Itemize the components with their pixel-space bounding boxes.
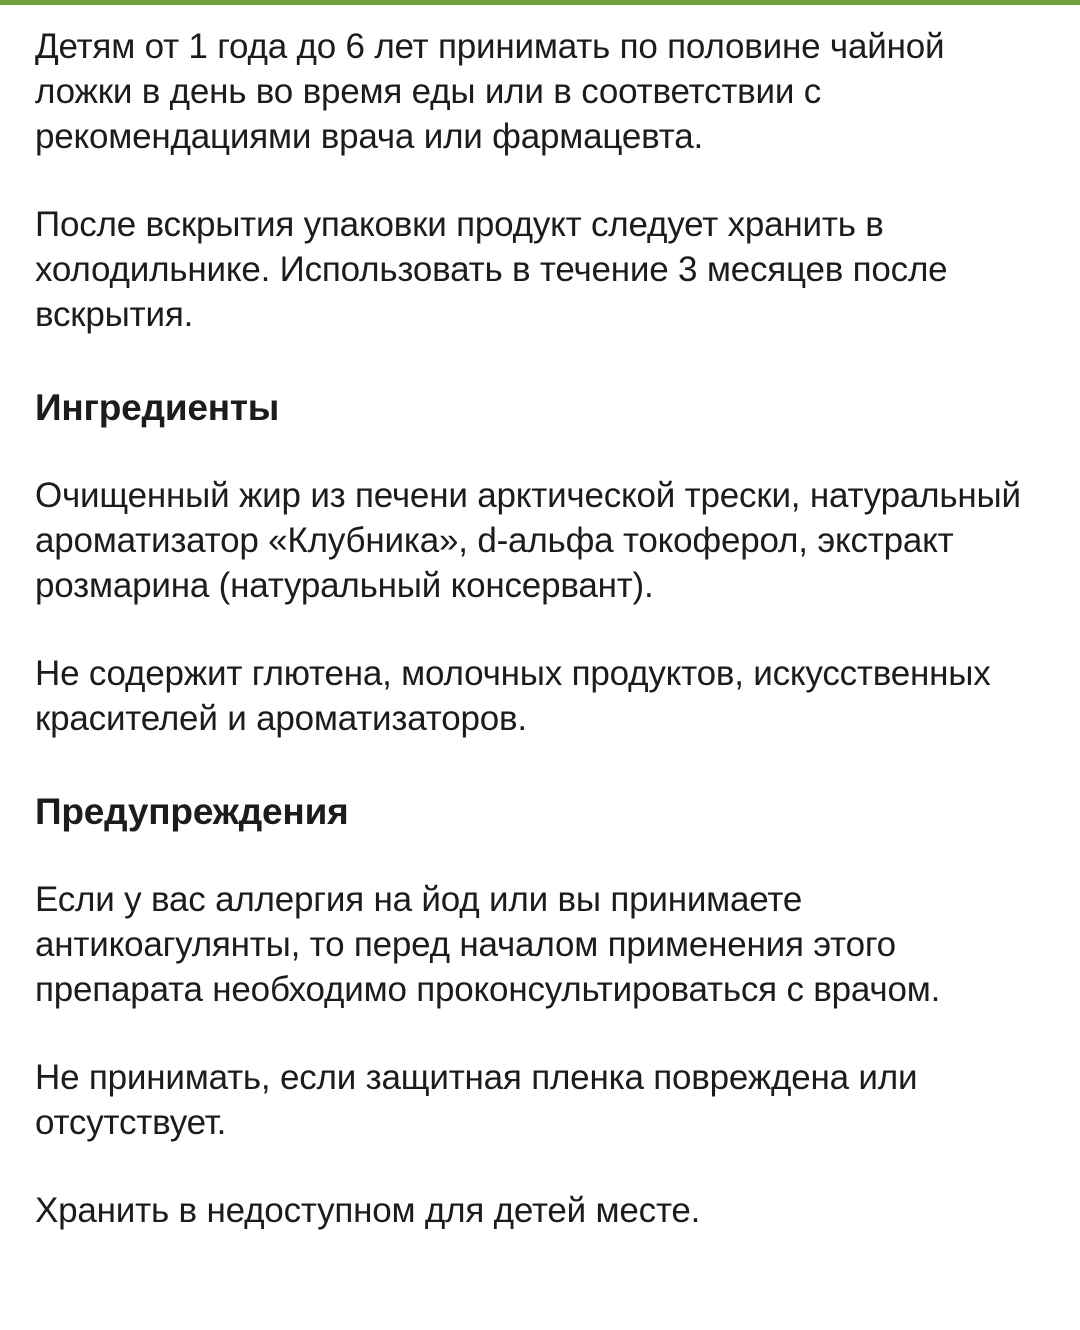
warnings-heading: Предупреждения <box>35 791 349 832</box>
seal-warning-paragraph: Не принимать, если защитная пленка повреждена или отсутствует. <box>35 1058 918 1142</box>
ingredients-heading: Ингредиенты <box>35 387 280 428</box>
dosage-children-paragraph: Детям от 1 года до 6 лет принимать по половине чайной ложки в день во время еды или в соответствии с рекомендациями врача или фармацевта. <box>35 27 945 156</box>
free-from-paragraph: Не содержит глютена, молочных продуктов, искусственных красителей и ароматизаторов. <box>35 654 991 738</box>
product-description <box>35 24 1050 1233</box>
top-accent-bar <box>0 0 1080 5</box>
children-warning-paragraph: Хранить в недоступном для детей месте. <box>35 1191 701 1230</box>
ingredients-paragraph: Очищенный жир из печени арктической трески, натуральный ароматизатор «Клубника», d-альфа токоферол, экстракт розмарина (натуральный консервант). <box>35 476 1021 605</box>
storage-paragraph: После вскрытия упаковки продукт следует хранить в холодильнике. Использовать в течение 3 месяцев после вскрытия. <box>35 205 948 334</box>
allergy-warning-paragraph: Если у вас аллергия на йод или вы принимаете антикоагулянты, то перед началом применения этого препарата необходимо проконсультироваться с врачом. <box>35 880 941 1009</box>
